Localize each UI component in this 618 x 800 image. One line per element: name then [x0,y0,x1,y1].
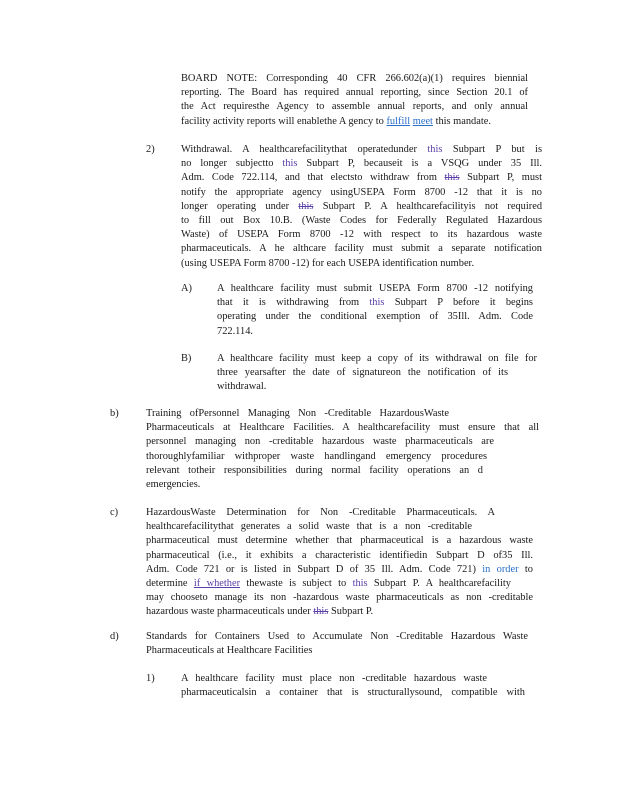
text-line: A healthcare facility must place non -creditable hazardous waste [181,673,487,684]
text-line: healthcarefacilitythat generates a solid waste that is a non -creditable [146,521,472,533]
text-line: BOARD NOTE: Corresponding 40 CFR 266.602(a)(1) requires biennial [181,73,528,84]
text-line: 722.114. [217,325,253,337]
text-line: pharmaceutical must determine whether that pharmaceutical is a hazardous waste [146,535,533,547]
text-line: pharmaceuticalsin a container that is structurallysound, compatible with [181,687,525,699]
text-line: no longer subjectto this Subpart P, becauseit is a VSQG under 35 Ill. [181,158,542,170]
training-paragraph [146,407,539,492]
text-line: Adm. Code 721 or is listed in Subpart D of 35 Ill. Adm. Code 721) in order to [146,563,533,575]
inserted-text: this [352,578,368,590]
text-line: A healthcare facility must submit USEPA Form 8700 -12 notifying [217,283,533,294]
text-line: operating under the conditional exemption of 35Ill. Adm. Code [217,311,533,323]
inserted-text: if whether [193,578,241,590]
item-label: A) [181,283,192,294]
text-line: pharmaceuticals. A he althcare facility must submit a separate notification [181,243,542,255]
text-line: facility activity reports will enablethe A gency to fulfill meet this mandate. [181,115,491,127]
text-line: reporting. The Board has required annual reporting, since Section 20.1 of [181,87,528,99]
text-line: Standards for Containers Used to Accumulate Non -Creditable Hazardous Waste [146,631,528,642]
text-line: pharmaceutical (i.e., it exhibits a characteristic identifiedin Subpart D of35 Ill. [146,549,533,561]
text-line: Pharmaceuticals at Healthcare Facilities. A healthcarefacility must ensure that all [146,422,539,434]
text-line: Waste) of USEPA Form 8700 -12 with respect to its hazardous waste [181,229,542,241]
text-line: Pharmaceuticals at Healthcare Facilities [146,645,313,657]
board-note [181,72,528,129]
text-line: personnel managing non -creditable hazardous waste pharmaceuticals are [146,436,494,448]
text-line: emergencies. [146,479,201,491]
text-line: relevant totheir responsibilities during normal facility operations an d [146,464,483,476]
inserted-text: this [427,144,443,155]
text-line: HazardousWaste Determination for Non -Creditable Pharmaceuticals. A [146,507,495,518]
deleted-text: this [444,172,460,184]
text-line: thoroughlyfamiliar withproper waste handlingand emergency procedures [146,450,487,462]
text-line: Adm. Code 722.114, and that electsto withdraw from this Subpart P, must [181,172,542,184]
inserted-text: this [282,158,298,170]
text-line: may chooseto manage its non -hazardous waste pharmaceuticals as non -creditable [146,592,533,604]
inserted-text: this [369,297,385,309]
item-label: 2) [146,144,155,155]
withdrawal-paragraph [181,143,542,271]
text-line: notify the appropriate agency usingUSEPA Form 8700 -12 that it is no [181,186,542,198]
inserted-text: in order [482,563,519,575]
deleted-text: meet [412,115,433,127]
subitem-a-paragraph [217,282,533,339]
text-line: the Act requiresthe Agency to assemble annual reports, and only annual [181,101,528,113]
text-line: A healthcare facility must keep a copy of its withdrawal on file for [217,353,537,364]
item-label: 1) [146,673,155,684]
item-label: B) [181,353,192,364]
text-line: withdrawal. [217,381,267,393]
deleted-text: this [298,200,314,212]
text-line: hazardous waste pharmaceuticals under this Subpart P. [146,606,374,618]
inserted-text: fulfill [386,115,411,127]
text-line: longer operating under this Subpart P. A healthcarefacilityis not required [181,200,543,212]
item-label: c) [110,507,119,518]
text-line: three yearsafter the date of signatureon the notification of its [217,367,508,379]
text-line: that it is withdrawing from this Subpart P before it begins [217,297,533,309]
item-label: b) [110,408,119,419]
text-line: to fill out Box 10.B. (Waste Codes for Federally Regulated Hazardous [181,215,542,227]
item-label: d) [110,631,119,642]
container-standards-heading [146,630,528,658]
text-line: Withdrawal. A healthcarefacilitythat operatedunder this Subpart P but is [181,144,542,155]
deleted-text: this [313,606,329,618]
text-line: Training ofPersonnel Managing Non -Creditable HazardousWaste [146,408,449,419]
hazardous-waste-determination-paragraph [146,506,533,620]
subitem-b-paragraph [217,352,537,395]
text-line: (using USEPA Form 8700 -12) for each USEPA identification number. [181,257,475,269]
container-requirement-paragraph [181,672,525,700]
text-line: determine if whether thewaste is subject to this Subpart P. A healthcarefacility [146,578,511,590]
